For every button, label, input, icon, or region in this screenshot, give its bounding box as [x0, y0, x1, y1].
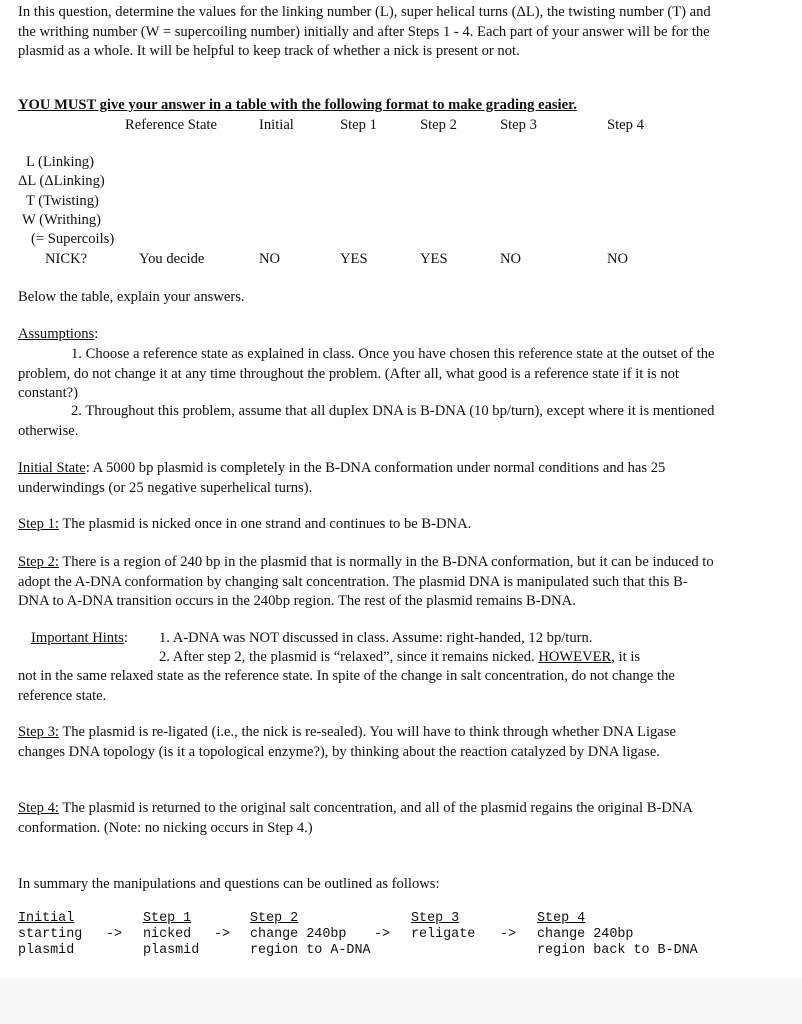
step-3-label: Step 3: — [18, 724, 59, 740]
nick-step-3: NO — [500, 251, 522, 267]
header-reference-state: Reference State — [125, 117, 217, 133]
hint-2-tail: , it is — [611, 649, 641, 665]
header-step-1: Step 1 — [340, 117, 377, 133]
assumption-2: 2. Throughout this problem, assume that all duplex DNA is B-DNA (10 bp/turn), except where it is mentioned otherwise. — [18, 403, 715, 439]
step-1-text: The plasmid is nicked once in one strand and continues to be B-DNA. — [58, 516, 472, 532]
nick-step-4: NO — [607, 251, 629, 267]
flow-step-2-line-2: change 240bp — [250, 927, 347, 942]
flow-step-3-title: Step 3 — [411, 911, 460, 926]
flow-initial-line-2: starting — [18, 927, 83, 942]
initial-state-text: : A 5000 bp plasmid is completely in the B-DNA conformation under normal conditions and has 25 underwindings (or 25 negative superhelical turns). — [18, 460, 666, 496]
flow-step-4-line-2: change 240bp — [537, 927, 634, 942]
summary-line: In summary the manipulations and questions can be outlined as follows: — [18, 876, 440, 892]
assumption-1: 1. Choose a reference state as explained in class. Once you have chosen this reference state at the outset of the problem, do not change it at any time throughout the problem. (After all, what good is a reference state if it is not constant?) — [18, 346, 715, 401]
nick-step-2: YES — [420, 251, 448, 267]
step-3-text: The plasmid is re-ligated (i.e., the nick is re-sealed). You will have to think through whether DNA Ligase changes DNA topology (is it a topological enzyme?), by thinking about the reaction catalyzed by DNA ligase. — [18, 724, 676, 760]
initial-state — [18, 459, 718, 498]
step-4-label: Step 4: — [18, 800, 59, 816]
hint-2-however: HOWEVER — [538, 649, 612, 665]
hints-colon: : — [123, 630, 128, 646]
assumptions-colon: : — [94, 326, 99, 342]
important-hints-label — [31, 629, 128, 649]
flow-step-2 — [250, 911, 371, 959]
step-2-text: There is a region of 240 bp in the plasmid that is normally in the B-DNA conformation, but it can be induced to adopt the A-DNA conformation by changing salt concentration. The plasmid DNA is manipulated such that this B-DNA to A-DNA transition occurs in the 240bp region. The rest of the plasmid remains B-DNA. — [18, 554, 714, 609]
flow-step-1 — [143, 911, 199, 959]
flow-step-4 — [537, 911, 698, 959]
hint-2-text: 2. After step 2, the plasmid is “relaxed”, since it remains nicked. — [159, 649, 539, 665]
row-label-delta-linking: ΔL (ΔLinking) — [18, 173, 105, 189]
flow-step-2-line-3: region to A-DNA — [250, 943, 371, 958]
step-2 — [18, 553, 718, 612]
step-3 — [18, 723, 708, 762]
row-label-nick: NICK? — [45, 251, 88, 267]
flow-arrow-2: -> — [214, 927, 231, 942]
flow-step-4-title: Step 4 — [537, 911, 586, 926]
assumptions-heading — [18, 325, 98, 345]
flow-arrow-3: -> — [374, 927, 391, 942]
nick-reference: You decide — [139, 251, 205, 267]
step-4 — [18, 799, 708, 838]
flow-initial-title: Initial — [18, 911, 75, 926]
step-1-label: Step 1: — [18, 516, 59, 532]
flow-arrow-4: -> — [500, 927, 517, 942]
flow-step-4-line-3: region back to B-DNA — [537, 943, 698, 958]
assumptions-title: Assumptions — [18, 326, 95, 342]
flow-step-3 — [411, 911, 475, 943]
flow-step-2-title: Step 2 — [250, 911, 299, 926]
header-step-3: Step 3 — [500, 117, 537, 133]
flow-initial — [18, 911, 82, 959]
header-initial: Initial — [259, 117, 294, 133]
document — [18, 3, 718, 62]
flow-step-1-line-2: nicked — [143, 927, 192, 942]
hint-2 — [159, 648, 640, 668]
flow-arrow-1: -> — [106, 927, 123, 942]
initial-state-label: Initial State — [18, 460, 86, 476]
nick-initial: NO — [259, 251, 281, 267]
row-label-linking: L (Linking) — [26, 154, 94, 170]
hint-2-continued: not in the same relaxed state as the reference state. In spite of the change in salt concentration, do not change the reference state. — [18, 668, 675, 704]
below-table-instruction: Below the table, explain your answers. — [18, 289, 245, 305]
header-step-4: Step 4 — [607, 117, 644, 133]
intro-paragraph: In this question, determine the values for the linking number (L), super helical turns (ΔL), the twisting number (T) and the writhing number (W = supercoiling number) initially and after Steps 1 - 4. Each part of your answer will be for the plasmid as a whole. It will be helpful to keep track of whether a nick is present or not. — [18, 4, 711, 59]
page-bottom-band — [0, 978, 802, 1024]
step-2-label: Step 2: — [18, 554, 59, 570]
flow-step-3-line-2: religate — [411, 927, 476, 942]
flow-initial-line-3: plasmid — [18, 943, 75, 958]
table-instruction: YOU MUST give your answer in a table with the following format to make grading easier. — [18, 97, 577, 113]
step-1 — [18, 515, 718, 535]
flow-step-1-line-3: plasmid — [143, 943, 200, 958]
flow-step-1-title: Step 1 — [143, 911, 192, 926]
row-label-writhing: W (Writhing) — [22, 212, 101, 228]
step-4-text: The plasmid is returned to the original salt concentration, and all of the plasmid regains the original B-DNA conformation. (Note: no nicking occurs in Step 4.) — [18, 800, 693, 836]
hint-1: 1. A-DNA was NOT discussed in class. Assume: right-handed, 12 bp/turn. — [159, 630, 593, 646]
row-label-supercoils: (= Supercoils) — [31, 231, 115, 247]
nick-step-1: YES — [340, 251, 368, 267]
row-label-twisting: T (Twisting) — [26, 193, 99, 209]
header-step-2: Step 2 — [420, 117, 457, 133]
hints-title: Important Hints — [31, 630, 124, 646]
